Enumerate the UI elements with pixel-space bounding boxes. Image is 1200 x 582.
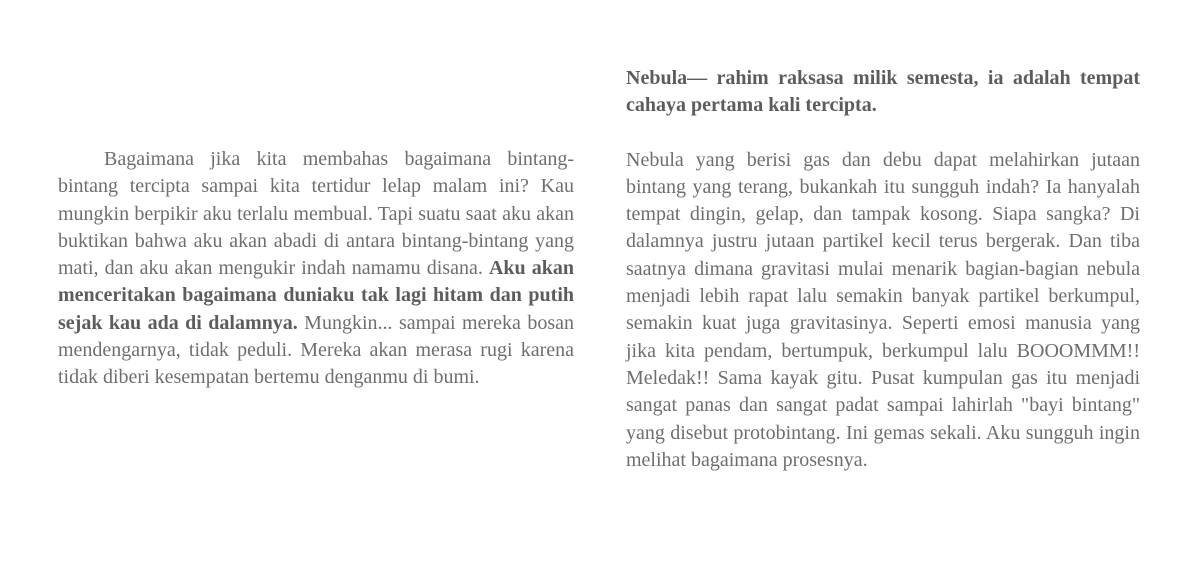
right-page-column <box>626 65 1140 474</box>
left-text-after-bold: Mungkin... sampai mereka bosan mendengarnya, tidak peduli. Mereka akan merasa rugi karena tidak diberi kesempatan bertemu denganmu di bumi. <box>58 311 574 389</box>
right-body-paragraph: Nebula yang berisi gas dan debu dapat melahirkan jutaan bintang yang terang, bukankah itu sungguh indah? Ia hanyalah tempat dingin, gelap, dan tampak kosong. Siapa sangka? Di dalamnya justru jutaan partikel kecil terus bergerak. Dan tiba saatnya dimana gravitasi mulai menarik bagian-bagian nebula menjadi lebih rapat lalu semakin banyak partikel berkumpul, semakin kuat juga gravitasinya. Seperti emosi manusia yang jika kita pendam, bertumpuk, berkumpul lalu BOOOMMM!! Meledak!! Sama kayak gitu. Pusat kumpulan gas itu menjadi sangat panas dan sangat padat sampai lahirlah "bayi bintang" yang disebut protobintang. Ini gemas sekali. Aku sungguh ingin melihat bagaimana prosesnya. <box>626 148 1140 471</box>
paragraph-gap <box>626 120 1140 147</box>
left-page-column <box>58 146 574 392</box>
left-bold-text: Aku akan menceritakan bagaimana duniaku tak lagi hitam dan putih sejak kau ada di dalamnya. <box>58 257 574 334</box>
left-paragraph <box>58 146 574 392</box>
right-heading: Nebula— rahim raksasa milik semesta, ia adalah tempat cahaya pertama kali tercipta. <box>626 67 1140 117</box>
left-text-before-bold: Bagaimana jika kita membahas bagaimana bintang-bintang tercipta sampai kita tertidur lelap malam ini? Kau mungkin berpikir aku terlalu membual. Tapi suatu saat aku akan buktikan bahwa aku akan abadi di antara bintang-bintang yang mati, dan aku akan mengukir indah namamu disana. <box>58 148 574 280</box>
